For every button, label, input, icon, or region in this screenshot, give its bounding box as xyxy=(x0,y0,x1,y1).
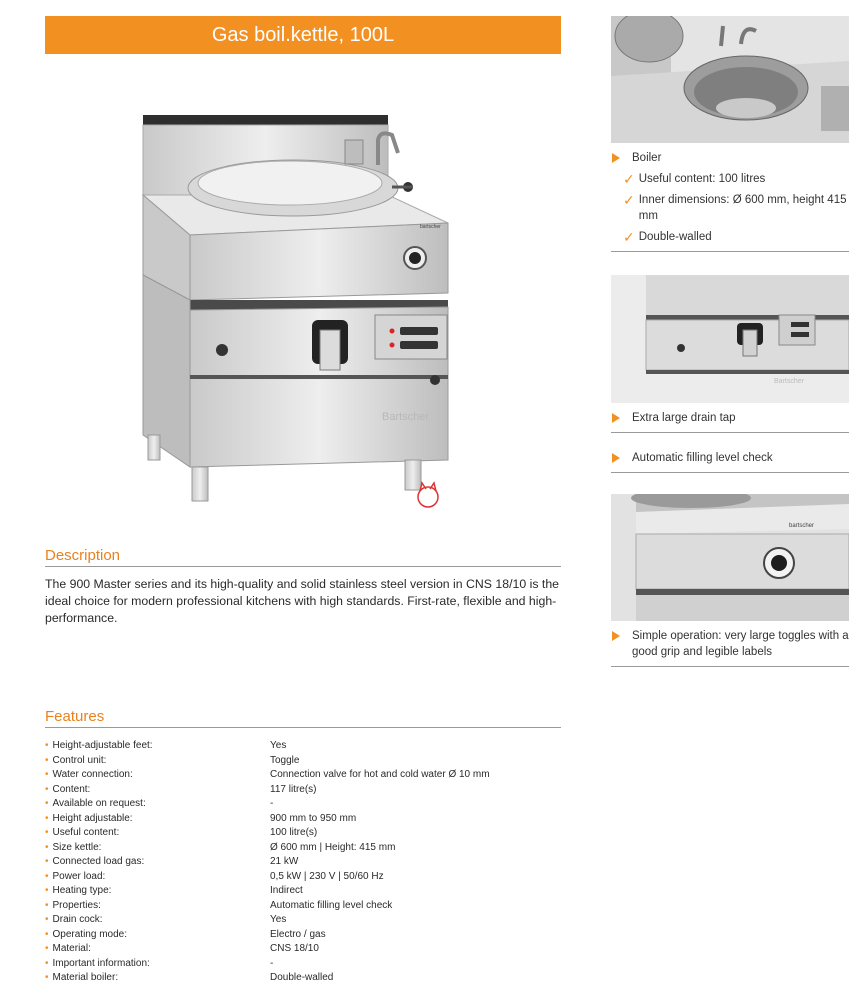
feature-value: Toggle xyxy=(270,754,300,766)
feature-value: Double-walled xyxy=(270,972,334,983)
arrow-icon xyxy=(612,413,620,423)
divider xyxy=(611,666,849,667)
feature-value: Ø 600 mm | Height: 415 mm xyxy=(270,841,396,853)
feature-row xyxy=(45,797,561,812)
svg-text:bartscher: bartscher xyxy=(789,523,815,529)
feature-value: Yes xyxy=(270,914,287,925)
feature-value: - xyxy=(270,957,274,969)
drain-block xyxy=(611,410,849,473)
feature-value: 900 mm to 950 mm xyxy=(270,812,357,824)
feature-value: Connection valve for hot and cold water Ø 10 mm xyxy=(270,769,490,780)
svg-text:Bartscher: Bartscher xyxy=(774,378,804,385)
checkmark-icon: ✓ xyxy=(623,171,635,187)
feature-row xyxy=(45,942,561,957)
feature-row xyxy=(45,957,561,972)
check-text: Inner dimensions: Ø 600 mm, height 415 mm xyxy=(638,194,847,222)
feature-item xyxy=(611,628,849,666)
check-text: Double-walled xyxy=(638,231,712,243)
divider xyxy=(611,432,849,433)
feature-value: 0,5 kW | 230 V | 50/60 Hz xyxy=(270,870,384,882)
feature-value: Indirect xyxy=(270,885,303,896)
check-item xyxy=(611,229,849,251)
feature-row xyxy=(45,826,561,841)
feature-label: • Height adjustable: xyxy=(45,812,270,827)
feature-label: • Material: xyxy=(45,942,270,957)
operation-block xyxy=(611,628,849,667)
feature-row xyxy=(45,812,561,827)
arrow-icon xyxy=(612,631,620,641)
feature-row xyxy=(45,841,561,856)
feature-row xyxy=(45,899,561,914)
feature-value: 100 litre(s) xyxy=(270,827,318,838)
feature-label: • Content: xyxy=(45,783,270,798)
toggle-photo xyxy=(611,494,849,621)
features-heading: Features xyxy=(45,708,561,728)
feature-row xyxy=(45,855,561,870)
feature-label: • Height-adjustable feet: xyxy=(45,739,270,754)
feature-label: • Operating mode: xyxy=(45,928,270,943)
feature-row xyxy=(45,739,561,754)
feature-row xyxy=(45,913,561,928)
description-heading: Description xyxy=(45,547,561,567)
feature-label: • Material boiler: xyxy=(45,971,270,986)
feature-row xyxy=(45,928,561,943)
arrow-icon xyxy=(612,453,620,463)
boiler-heading: Boiler xyxy=(632,152,662,164)
boiler-photo xyxy=(611,16,849,143)
feature-row xyxy=(45,971,561,986)
feature-value: Electro / gas xyxy=(270,928,326,940)
check-item xyxy=(611,192,849,224)
divider xyxy=(611,251,849,252)
feature-value: - xyxy=(270,798,274,809)
feature-label: • Power load: xyxy=(45,870,270,885)
feature-row xyxy=(45,783,561,798)
feature-label: • Important information: xyxy=(45,957,270,972)
product-image xyxy=(130,95,470,515)
product-title: Gas boil.kettle, 100L xyxy=(45,16,561,54)
feature-label: • Connected load gas: xyxy=(45,855,270,870)
checkmark-icon: ✓ xyxy=(623,192,635,208)
feature-label: • Size kettle: xyxy=(45,841,270,856)
check-text: Useful content: 100 litres xyxy=(638,173,766,185)
feature-value: Automatic filling level check xyxy=(270,899,393,911)
feature-text: Extra large drain tap xyxy=(632,412,736,424)
feature-item xyxy=(611,410,849,432)
boiler-heading-item xyxy=(611,150,849,166)
check-item xyxy=(611,171,849,187)
feature-label: • Control unit: xyxy=(45,754,270,769)
checkmark-icon: ✓ xyxy=(623,229,635,245)
feature-value: 21 kW xyxy=(270,856,299,867)
boiler-block xyxy=(611,150,849,252)
feature-value: CNS 18/10 xyxy=(270,943,319,954)
feature-value: Yes xyxy=(270,740,287,751)
feature-row xyxy=(45,870,561,885)
feature-label: • Drain cock: xyxy=(45,913,270,928)
feature-label: • Useful content: xyxy=(45,826,270,841)
feature-row xyxy=(45,768,561,783)
feature-text: Automatic filling level check xyxy=(632,452,773,464)
knob-label: bartscher xyxy=(420,224,441,230)
feature-item xyxy=(611,450,849,472)
drain-tap-photo xyxy=(611,275,849,403)
features-table xyxy=(45,739,561,986)
feature-label: • Heating type: xyxy=(45,884,270,899)
feature-text: Simple operation: very large toggles with a good grip and legible labels xyxy=(632,630,849,658)
feature-value: 117 litre(s) xyxy=(270,783,317,795)
feature-label: • Water connection: xyxy=(45,768,270,783)
arrow-icon xyxy=(612,153,620,163)
divider xyxy=(611,472,849,473)
description-text: The 900 Master series and its high-quality and solid stainless steel version in CNS 18/10 is the ideal choice for modern professional kitchens with high standards. First-rate, flexible and high-performance. xyxy=(45,577,560,625)
feature-row xyxy=(45,754,561,769)
brand-plate: Bartscher xyxy=(382,411,430,423)
feature-label: • Properties: xyxy=(45,899,270,914)
feature-row xyxy=(45,884,561,899)
feature-label: • Available on request: xyxy=(45,797,270,812)
